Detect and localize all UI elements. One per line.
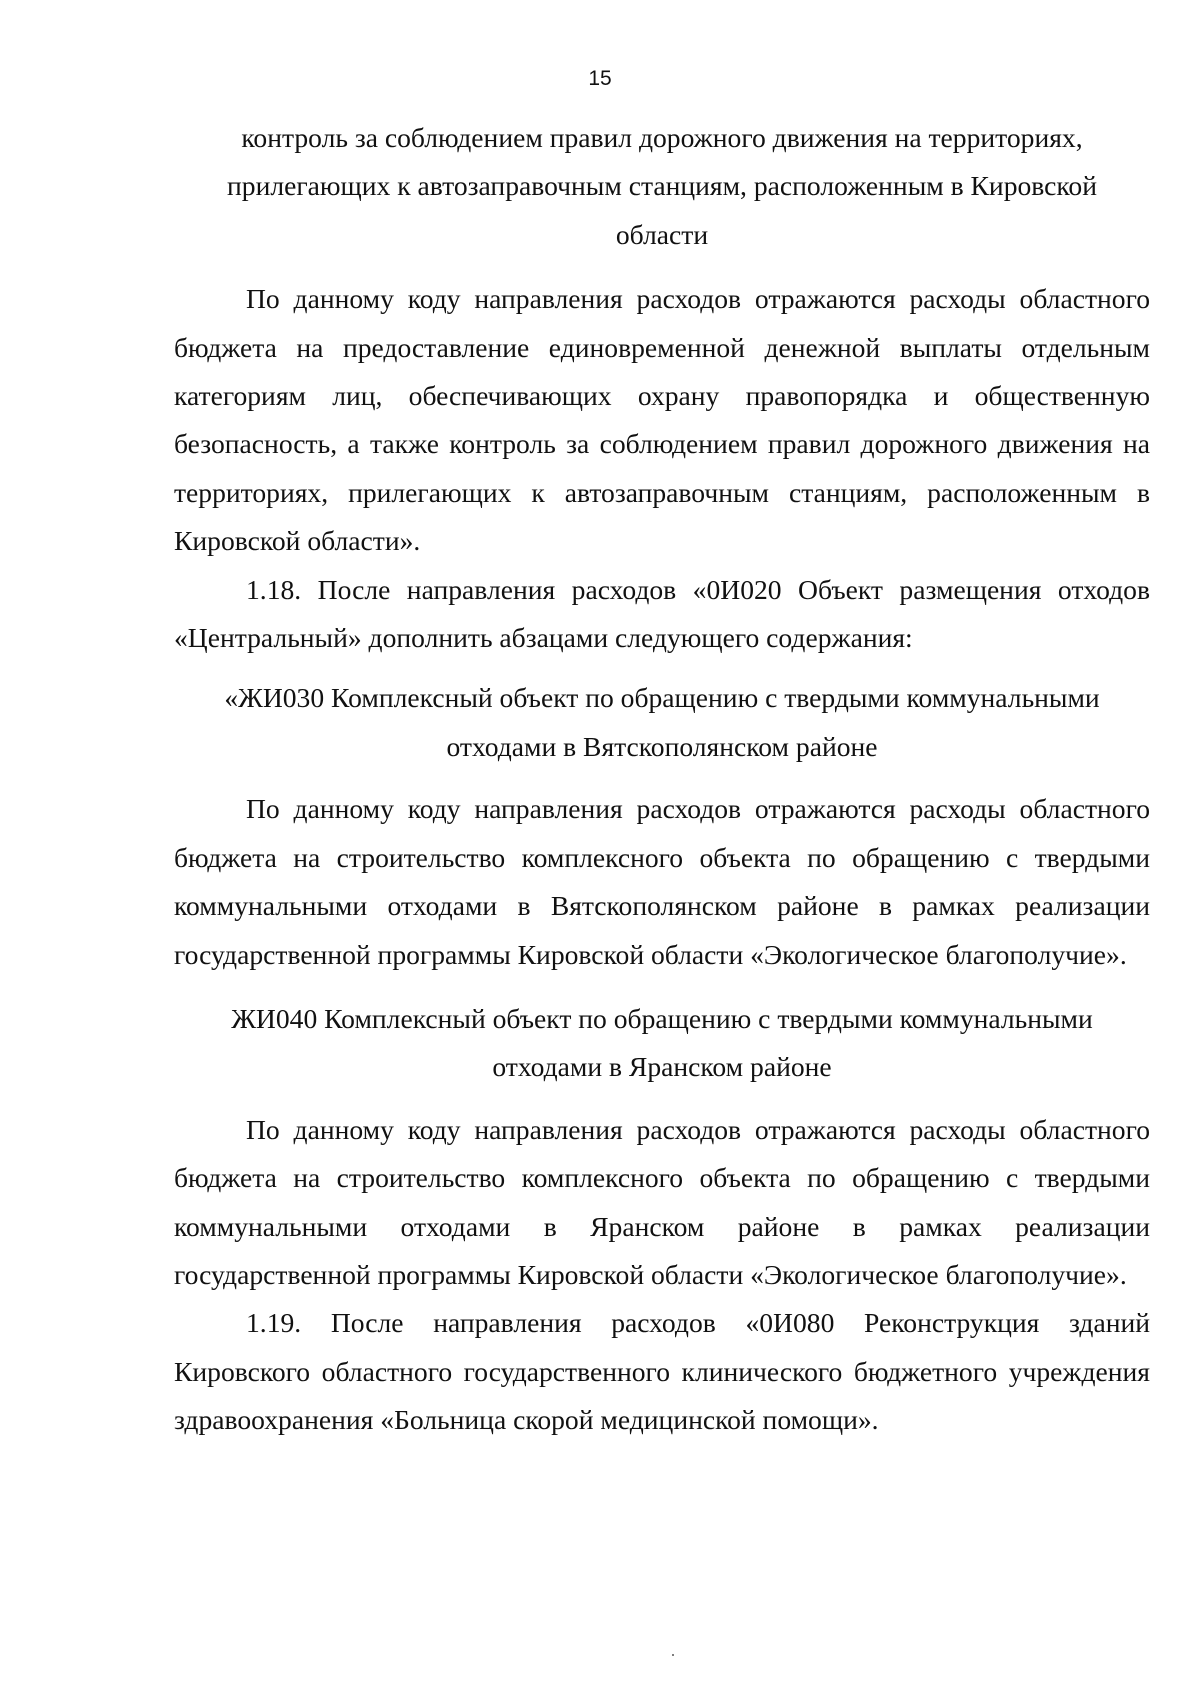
heading-line: прилегающих к автозаправочным станциям, расположенным в Кировской (227, 170, 1097, 202)
heading-line: области (615, 218, 709, 250)
paragraph-yaransk: По данному коду направления расходов отражаются расходы областного бюджета на строительство комплексного объекта по обращению с твердыми коммунальными отходами в Яранском районе в рамках реализации государственной программы Кировской области «Экологическое благополучие». (174, 1113, 1150, 1290)
paragraph-vyatskiye-polyany: По данному коду направления расходов отражаются расходы областного бюджета на строительство комплексного объекта по обращению с твердыми коммунальными отходами в Вятскополянском районе в рамках реализации государственной программы Кировской области «Экологическое благополучие». (174, 793, 1150, 970)
heading-line: ЖИ040 Комплексный объект по обращению с твердыми коммунальными (231, 1002, 1093, 1034)
paragraph-item-1-19: 1.19. После направления расходов «0И080 Реконструкция зданий Кировского областного государственного клинического бюджетного учреждения здравоохранения «Больница скорой медицинской помощи». (174, 1307, 1150, 1436)
heading-line: отходами в Яранском районе (492, 1051, 832, 1083)
paragraph-item-1-18: 1.18. После направления расходов «0И020 Объект размещения отходов «Центральный» дополнить абзацами следующего содержания: (174, 573, 1150, 654)
heading-line: контроль за соблюдением правил дорожного движения на территориях, (241, 122, 1083, 153)
heading-line: «ЖИ030 Комплексный объект по обращению с твердыми коммунальными (224, 682, 1100, 714)
section-heading-vyatskiye-polyany (174, 674, 1150, 771)
document-body (174, 114, 1150, 1445)
scan-dot (672, 1654, 674, 1656)
heading-line: отходами в Вятскополянском районе (446, 730, 878, 762)
page-number: 15 (588, 67, 612, 90)
paragraph-traffic-payment: По данному коду направления расходов отражаются расходы областного бюджета на предоставление единовременной денежной выплаты отдельным категориям лиц, обеспечивающих охрану правопорядка и общественную безопасность, а также контроль за соблюдением правил дорожного движения на территориях, прилегающих к автозаправочным станциям, расположенным в Кировской области». (174, 283, 1150, 557)
section-heading-yaransk (174, 995, 1150, 1092)
section-heading-traffic-control (174, 114, 1150, 259)
